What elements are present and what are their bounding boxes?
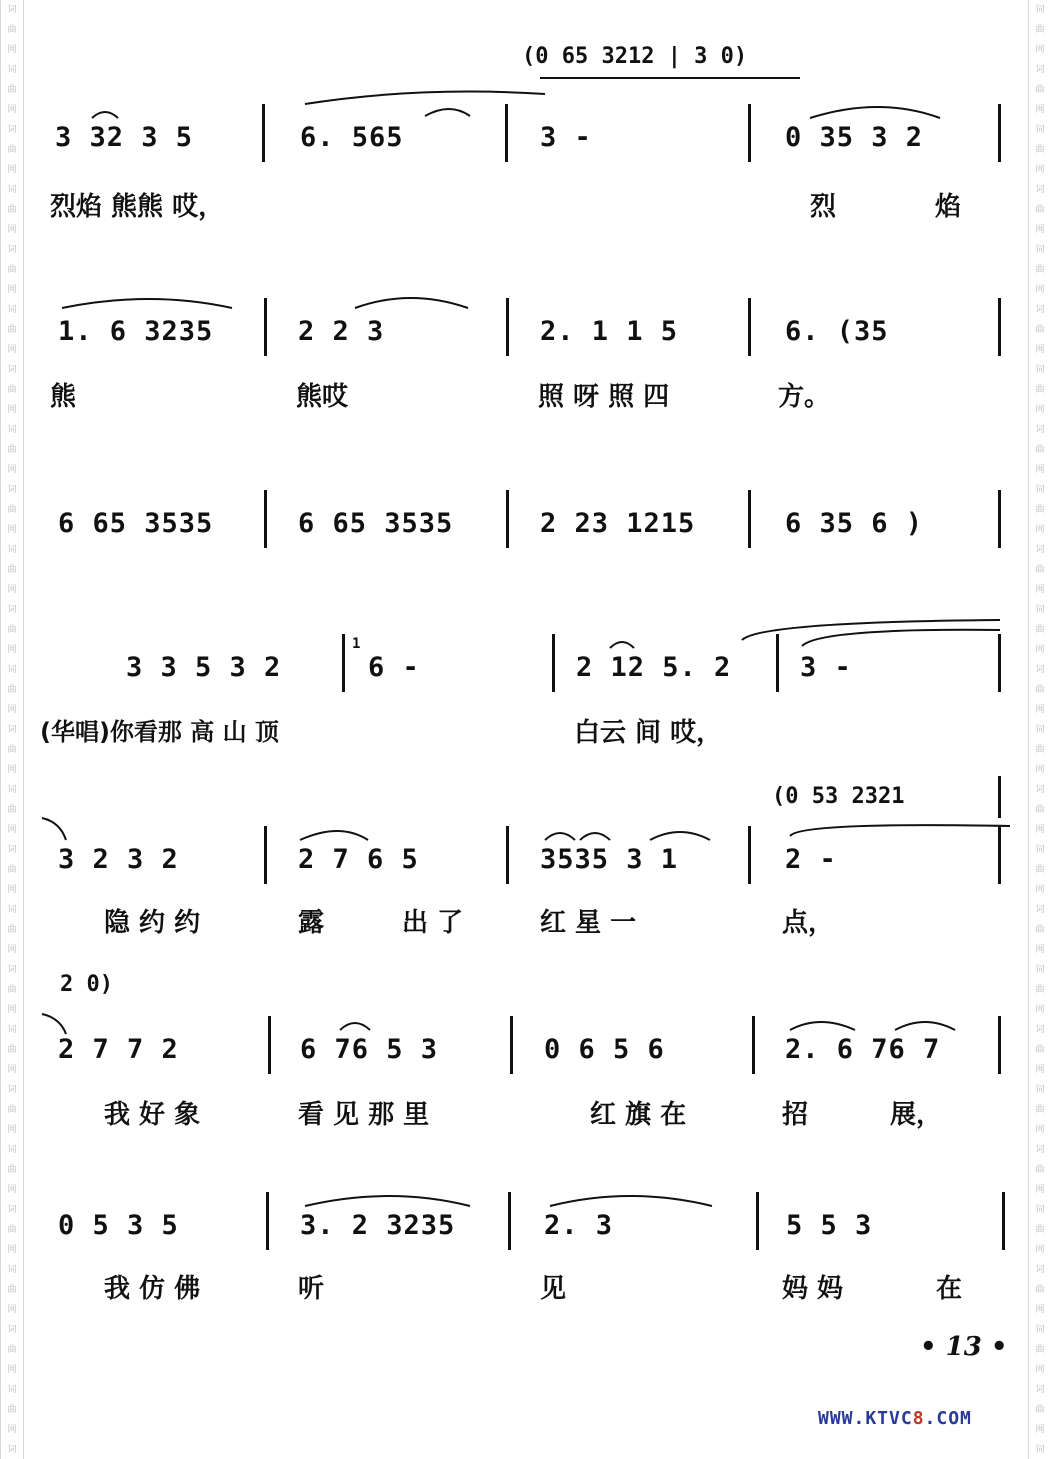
watermark-char: 词 — [1035, 185, 1045, 195]
watermark-char: 网 — [7, 1005, 17, 1015]
watermark-char: 词 — [1035, 65, 1045, 75]
watermark-char: 曲 — [1035, 745, 1045, 755]
watermark-char: 曲 — [1035, 925, 1045, 935]
watermark-char: 网 — [7, 285, 17, 295]
watermark-char: 网 — [7, 465, 17, 475]
watermark-char: 词 — [1035, 1385, 1045, 1395]
watermark-char: 曲 — [1035, 1285, 1045, 1295]
watermark-char: 词 — [1035, 545, 1045, 555]
lyric-2-4: 方。 — [778, 382, 831, 412]
watermark-char: 曲 — [7, 685, 17, 695]
page-number: • 13 • — [920, 1332, 1008, 1362]
watermark-char: 词 — [1035, 725, 1045, 735]
watermark-char: 曲 — [7, 565, 17, 575]
watermark-char: 词 — [1035, 1025, 1045, 1035]
watermark-char: 网 — [7, 1365, 17, 1375]
watermark-char: 网 — [1035, 825, 1045, 835]
watermark-char: 网 — [7, 1305, 17, 1315]
watermark-char: 曲 — [7, 1225, 17, 1235]
measure-1-2: 6. 565 — [300, 122, 404, 153]
site-watermark: WWW.KTVC8.COM — [818, 1408, 972, 1429]
watermark-char: 网 — [7, 945, 17, 955]
watermark-char: 网 — [7, 1245, 17, 1255]
slur — [300, 831, 368, 840]
watermark-char: 曲 — [7, 745, 17, 755]
measure-6-2: 6 76 5 3 — [300, 1034, 439, 1065]
watermark-char: 词 — [1035, 1205, 1045, 1215]
watermark-char: 网 — [1035, 945, 1045, 955]
watermark-char: 曲 — [1035, 1225, 1045, 1235]
slur — [305, 92, 545, 104]
watermark-char: 词 — [1035, 1145, 1045, 1155]
measure-7-1: 0 5 3 5 — [58, 1210, 179, 1241]
watermark-char: 曲 — [7, 925, 17, 935]
watermark-char: 词 — [7, 1205, 17, 1215]
watermark-char: 词 — [7, 785, 17, 795]
lyric-2-2: 熊哎 — [296, 382, 349, 412]
watermark-char: 网 — [7, 1425, 17, 1435]
watermark-char: 网 — [1035, 1005, 1045, 1015]
watermark-char: 网 — [1035, 45, 1045, 55]
lyric-5-5: 点， — [782, 908, 835, 938]
watermark-char: 曲 — [7, 1285, 17, 1295]
watermark-char: 词 — [1035, 365, 1045, 375]
watermark-char: 曲 — [7, 265, 17, 275]
watermark-char: 曲 — [1035, 85, 1045, 95]
watermark-char: 网 — [7, 1185, 17, 1195]
measure-2-4: 6. (35 — [785, 316, 889, 347]
watermark-char: 曲 — [1035, 1045, 1045, 1055]
watermark-char: 词 — [1035, 1265, 1045, 1275]
watermark-char: 网 — [1035, 345, 1045, 355]
measure-5-1: 3 2 3 2 — [58, 844, 179, 875]
watermark-char: 词 — [7, 65, 17, 75]
intro-phrase-5: (0 53 2321 — [772, 784, 905, 809]
lyric-1-3: 焰 — [935, 192, 962, 222]
watermark-char: 词 — [7, 1265, 17, 1275]
watermark-char: 词 — [7, 185, 17, 195]
lyric-1-1: 烈焰 熊熊 哎， — [50, 192, 225, 222]
watermark-char: 曲 — [7, 1165, 17, 1175]
slur — [802, 630, 1000, 646]
watermark-char: 词 — [7, 905, 17, 915]
watermark-char: 词 — [7, 1085, 17, 1095]
watermark-char: 曲 — [7, 325, 17, 335]
watermark-char: 网 — [1035, 1245, 1045, 1255]
watermark-char: 词 — [1035, 605, 1045, 615]
watermark-char: 词 — [7, 845, 17, 855]
watermark-char: 曲 — [7, 805, 17, 815]
watermark-char: 词 — [7, 245, 17, 255]
watermark-char: 曲 — [1035, 25, 1045, 35]
watermark-char: 网 — [1035, 765, 1045, 775]
lyric-1-2: 烈 — [810, 192, 837, 222]
watermark-char: 曲 — [7, 145, 17, 155]
measure-5-3: 3535 3 1 — [540, 844, 679, 875]
watermark-char: 网 — [1035, 1425, 1045, 1435]
watermark-char: 网 — [7, 645, 17, 655]
watermark-char: 网 — [1035, 285, 1045, 295]
watermark-char: 曲 — [1035, 685, 1045, 695]
watermark-char: 词 — [1035, 125, 1045, 135]
watermark-char: 词 — [7, 545, 17, 555]
watermark-char: 词 — [1035, 1445, 1045, 1455]
measure-7-4: 5 5 3 — [786, 1210, 873, 1241]
lyric-6-1: 我 好 象 — [104, 1100, 201, 1130]
watermark-char: 网 — [7, 225, 17, 235]
lyric-7-2: 听 — [298, 1274, 325, 1304]
watermark-char: 曲 — [7, 25, 17, 35]
watermark-char: 词 — [7, 485, 17, 495]
lyric-5-3: 出 了 — [402, 908, 464, 938]
watermark-char: 词 — [7, 365, 17, 375]
watermark-char: 曲 — [7, 85, 17, 95]
watermark-char: 曲 — [7, 1045, 17, 1055]
watermark-char: 词 — [1035, 665, 1045, 675]
watermark-char: 曲 — [7, 625, 17, 635]
watermark-char: 网 — [7, 405, 17, 415]
watermark-char: 网 — [7, 765, 17, 775]
slur — [550, 1196, 712, 1206]
watermark-char: 曲 — [7, 385, 17, 395]
intro-phrase-1: (0 65 3212 | 3 0) — [522, 44, 748, 69]
watermark-char: 网 — [7, 165, 17, 175]
watermark-char: 词 — [7, 1445, 17, 1455]
slur — [790, 1022, 855, 1030]
slur — [650, 832, 710, 840]
lyric-7-4: 妈 妈 — [782, 1274, 844, 1304]
lyric-2-3: 照 呀 照 四 — [538, 382, 670, 412]
watermark-char: 网 — [7, 1065, 17, 1075]
watermark-char: 词 — [7, 425, 17, 435]
measure-5-2: 2 7 6 5 — [298, 844, 419, 875]
watermark-char: 网 — [1035, 1305, 1045, 1315]
lyric-6-2: 看 见 那 里 — [298, 1100, 430, 1130]
measure-3-1: 6 65 3535 — [58, 508, 214, 539]
watermark-char: 网 — [1035, 525, 1045, 535]
watermark-char: 词 — [7, 1145, 17, 1155]
measure-1-1: 3 32 3 5 — [55, 122, 194, 153]
slur — [790, 825, 1010, 836]
lyric-7-1: 我 仿 佛 — [104, 1274, 201, 1304]
slur — [42, 818, 66, 840]
watermark-char: 网 — [7, 105, 17, 115]
watermark-char: 网 — [1035, 465, 1045, 475]
watermark-char: 曲 — [1035, 325, 1045, 335]
watermark-char: 曲 — [1035, 805, 1045, 815]
watermark-char: 词 — [1035, 905, 1045, 915]
watermark-char: 曲 — [1035, 145, 1045, 155]
slur — [545, 833, 575, 840]
watermark-char: 词 — [1035, 1325, 1045, 1335]
watermark-char: 曲 — [1035, 1345, 1045, 1355]
watermark-char: 词 — [7, 5, 17, 15]
watermark-char: 词 — [1035, 965, 1045, 975]
measure-6-1: 2 7 7 2 — [58, 1034, 179, 1065]
watermark-char: 词 — [1035, 5, 1045, 15]
watermark-char: 曲 — [1035, 205, 1045, 215]
watermark-char: 网 — [1035, 705, 1045, 715]
lyric-5-2: 露 — [298, 908, 325, 938]
slur — [305, 1196, 470, 1206]
lyric-6-4: 招 — [782, 1100, 809, 1130]
watermark-char: 曲 — [7, 205, 17, 215]
measure-6-4: 2. 6 76 7 — [785, 1034, 941, 1065]
watermark-char: 曲 — [1035, 445, 1045, 455]
watermark-char: 词 — [1035, 485, 1045, 495]
watermark-char: 曲 — [1035, 1405, 1045, 1415]
watermark-char: 词 — [7, 725, 17, 735]
measure-7-2: 3. 2 3235 — [300, 1210, 456, 1241]
watermark-char: 曲 — [1035, 505, 1045, 515]
watermark-char: 词 — [1035, 785, 1045, 795]
lyric-6-3: 红 旗 在 — [590, 1100, 687, 1130]
watermark-char: 曲 — [7, 1405, 17, 1415]
measure-1-3: 3 - — [540, 122, 592, 153]
lyric-5-1: 隐 约 约 — [104, 908, 201, 938]
watermark-char: 网 — [7, 345, 17, 355]
watermark-char: 曲 — [1035, 565, 1045, 575]
lyric-2-1: 熊 — [50, 382, 77, 412]
measure-2-3: 2. 1 1 5 — [540, 316, 679, 347]
measure-3-2: 6 65 3535 — [298, 508, 454, 539]
watermark-char: 词 — [7, 1385, 17, 1395]
watermark-char: 词 — [7, 125, 17, 135]
slur — [340, 1023, 370, 1030]
watermark-char: 网 — [1035, 165, 1045, 175]
watermark-char: 词 — [7, 1325, 17, 1335]
watermark-char: 网 — [7, 525, 17, 535]
measure-2-2: 2 2 3 — [298, 316, 385, 347]
grace-note: 1 — [352, 636, 361, 652]
slur — [62, 299, 232, 308]
watermark-char: 曲 — [1035, 985, 1045, 995]
watermark-char: 网 — [1035, 885, 1045, 895]
watermark-char: 网 — [7, 45, 17, 55]
measure-1-4: 0 35 3 2 — [785, 122, 924, 153]
watermark-char: 词 — [7, 605, 17, 615]
measure-4-4: 3 - — [800, 652, 852, 683]
measure-3-3: 2 23 1215 — [540, 508, 696, 539]
watermark-char: 曲 — [7, 445, 17, 455]
watermark-char: 网 — [1035, 645, 1045, 655]
measure-4-2: 6 - — [368, 652, 420, 683]
slur — [42, 1014, 66, 1034]
watermark-char: 词 — [1035, 425, 1045, 435]
watermark-char: 词 — [1035, 245, 1045, 255]
measure-4-1: 3 3 5 3 2 — [126, 652, 282, 683]
watermark-char: 曲 — [7, 985, 17, 995]
watermark-char: 网 — [1035, 225, 1045, 235]
slur — [92, 112, 118, 118]
watermark-char: 网 — [7, 825, 17, 835]
watermark-char: 网 — [1035, 405, 1045, 415]
watermark-char: 曲 — [1035, 625, 1045, 635]
slur — [355, 298, 468, 308]
watermark-char: 网 — [1035, 105, 1045, 115]
watermark-char: 词 — [1035, 845, 1045, 855]
watermark-char: 曲 — [1035, 385, 1045, 395]
lyric-7-5: 在 — [936, 1274, 963, 1304]
slur — [610, 642, 634, 648]
watermark-char: 曲 — [7, 1105, 17, 1115]
watermark-char: 曲 — [1035, 1105, 1045, 1115]
watermark-char: 曲 — [7, 1345, 17, 1355]
measure-2-1: 1. 6 3235 — [58, 316, 214, 347]
watermark-char: 曲 — [1035, 265, 1045, 275]
watermark-char: 网 — [7, 885, 17, 895]
watermark-char: 网 — [7, 585, 17, 595]
lyric-4-2: 白云 间 哎， — [574, 718, 723, 748]
slur — [425, 109, 470, 116]
lyric-4-1: (华唱)你看那 高 山 顶 — [40, 718, 280, 746]
measure-5-4: 2 - — [785, 844, 837, 875]
watermark-char: 曲 — [7, 505, 17, 515]
lyric-7-3: 见 — [540, 1274, 567, 1304]
watermark-char: 网 — [7, 1125, 17, 1135]
measure-6-3: 0 6 5 6 — [544, 1034, 665, 1065]
lyric-6-5: 展， — [890, 1100, 943, 1130]
watermark-char: 网 — [1035, 585, 1045, 595]
watermark-char: 曲 — [1035, 1165, 1045, 1175]
slur — [810, 107, 940, 118]
measure-4-3: 2 12 5. 2 — [576, 652, 732, 683]
watermark-char: 词 — [1035, 1085, 1045, 1095]
watermark-char: 曲 — [1035, 865, 1045, 875]
measure-3-4: 6 35 6 ) — [785, 508, 924, 539]
watermark-char: 曲 — [7, 865, 17, 875]
watermark-char: 网 — [7, 705, 17, 715]
watermark-char: 词 — [7, 665, 17, 675]
slur — [580, 833, 610, 840]
watermark-char: 网 — [1035, 1185, 1045, 1195]
intro-phrase-6: 2 0) — [60, 972, 113, 997]
watermark-char: 词 — [7, 1025, 17, 1035]
watermark-char: 网 — [1035, 1365, 1045, 1375]
lyric-5-4: 红 星 一 — [540, 908, 637, 938]
watermark-char: 网 — [1035, 1125, 1045, 1135]
watermark-char: 网 — [1035, 1065, 1045, 1075]
watermark-char: 词 — [7, 305, 17, 315]
measure-7-3: 2. 3 — [544, 1210, 614, 1241]
watermark-char: 词 — [1035, 305, 1045, 315]
watermark-char: 词 — [7, 965, 17, 975]
slur — [895, 1022, 955, 1030]
